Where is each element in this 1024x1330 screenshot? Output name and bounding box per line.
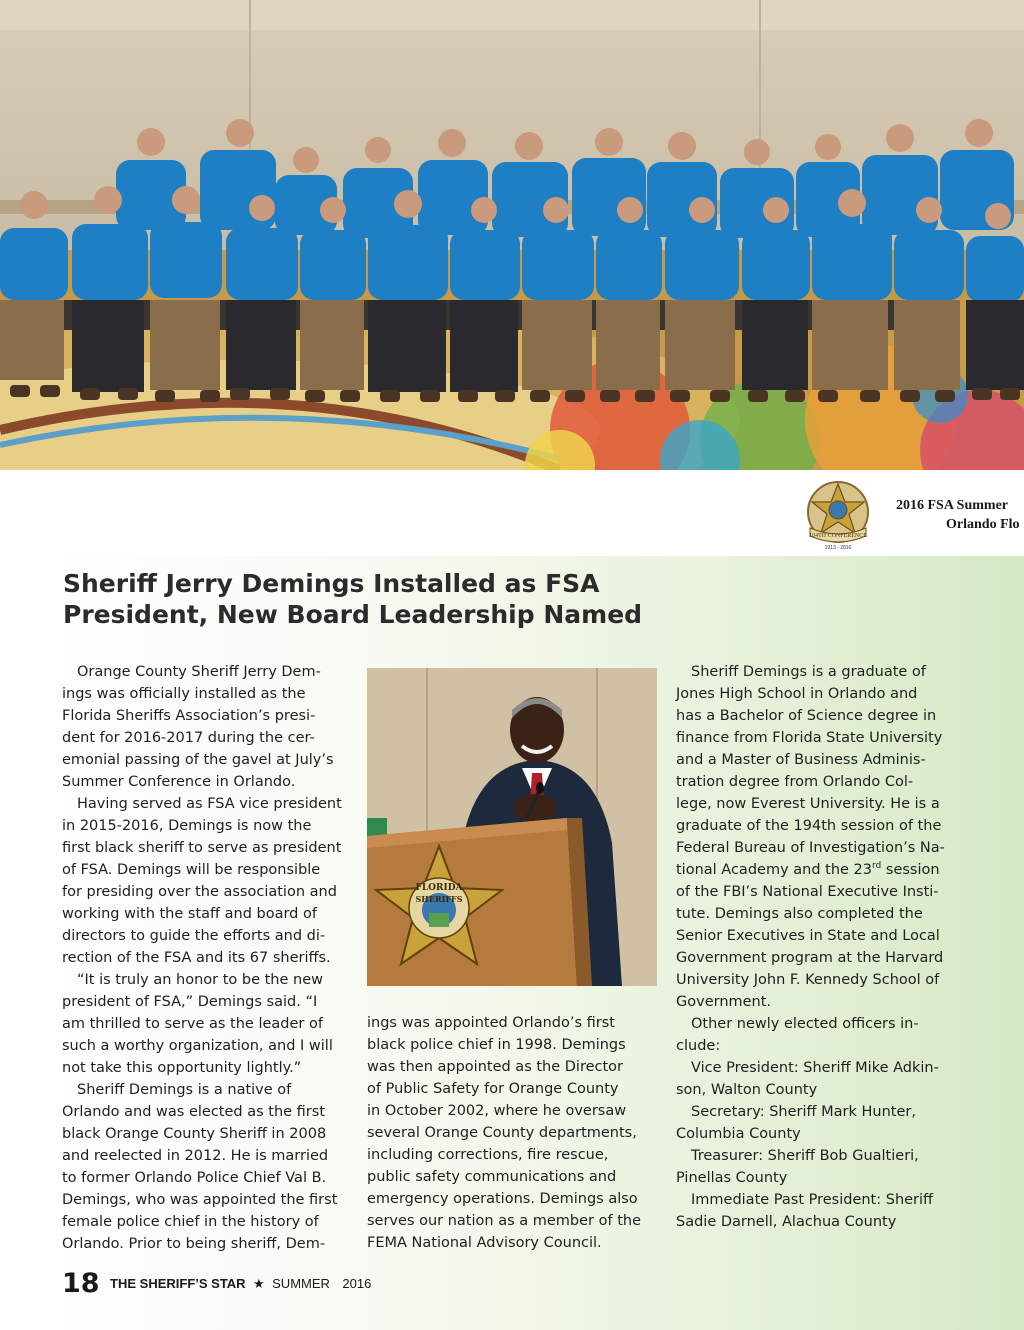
seal-text-top: 104TH CONFERENCE — [809, 533, 867, 539]
body-line: of FSA. Demings will be responsible — [62, 862, 321, 878]
issue-season: SUMMER — [272, 1276, 330, 1291]
body-line: Other newly elected officers in- — [691, 1016, 919, 1032]
body-line: to former Orlando Police Chief Val B. — [62, 1170, 327, 1186]
body-line: finance from Florida State University — [676, 730, 943, 746]
body-line: of Public Safety for Orange County — [367, 1081, 619, 1097]
body-line: black Orange County Sheriff in 2008 — [62, 1126, 327, 1142]
body-line: president of FSA,” Demings said. “I — [62, 994, 318, 1010]
body-line: directors to guide the efforts and di- — [62, 928, 326, 944]
article-headline — [63, 568, 663, 630]
headline-line-1: Sheriff Jerry Demings Installed as FSA — [63, 569, 600, 598]
body-line: Demings, who was appointed the first — [62, 1192, 338, 1208]
body-line: was then appointed as the Director — [367, 1059, 624, 1075]
body-line-part: session — [881, 862, 940, 878]
body-line: Senior Executives in State and Local — [676, 928, 940, 944]
body-line: ings was appointed Orlando’s first — [367, 1015, 615, 1031]
body-line: Government program at the Harvard — [676, 950, 944, 966]
officer-treasurer: Treasurer: Sheriff Bob Gualtieri, — [691, 1148, 919, 1164]
body-line: Jones High School in Orlando and — [676, 686, 918, 702]
body-line: University John F. Kennedy School of — [676, 972, 940, 988]
body-line: lege, now Everest University. He is a — [676, 796, 940, 812]
body-line: Florida Sheriffs Association’s presi- — [62, 708, 316, 724]
group-photo — [0, 0, 1024, 470]
officer-past-president-county: Sadie Darnell, Alachua County — [676, 1214, 897, 1230]
article-column-1 — [62, 661, 357, 1255]
podium-photo — [367, 668, 657, 986]
body-line: of the FBI’s National Executive Insti- — [676, 884, 939, 900]
body-line: public safety communications and — [367, 1169, 617, 1185]
body-line: black police chief in 1998. Demings — [367, 1037, 626, 1053]
group-photo-illustration — [0, 0, 1024, 470]
body-line: Sheriff Demings is a graduate of — [691, 664, 926, 680]
body-line: in October 2002, where he oversaw — [367, 1103, 627, 1119]
officer-vice-president-county: son, Walton County — [676, 1082, 818, 1098]
body-line: such a worthy organization, and I will — [62, 1038, 333, 1054]
issue-year: 2016 — [342, 1276, 372, 1291]
officer-treasurer-county: Pinellas County — [676, 1170, 788, 1186]
body-line: has a Bachelor of Science degree in — [676, 708, 937, 724]
podium-photo-illustration — [367, 668, 657, 986]
body-line: FEMA National Advisory Council. — [367, 1235, 602, 1251]
page-number: 18 — [62, 1268, 100, 1299]
article-column-3 — [676, 661, 966, 1233]
officer-secretary-county: Columbia County — [676, 1126, 801, 1142]
body-line: Federal Bureau of Investigation’s Na- — [676, 840, 945, 856]
ordinal-superscript: rd — [872, 861, 882, 872]
officer-secretary: Secretary: Sheriff Mark Hunter, — [691, 1104, 916, 1120]
body-line: Orlando. Prior to being sheriff, Dem- — [62, 1236, 326, 1252]
body-line: Sheriff Demings is a native of — [77, 1082, 292, 1098]
body-line: not take this opportunity lightly.” — [62, 1060, 302, 1076]
banner-title-line-1: 2016 FSA Summer — [896, 498, 1008, 513]
body-line: Orlando and was elected as the first — [62, 1104, 326, 1120]
body-line: working with the staff and board of — [62, 906, 317, 922]
body-line: first black sheriff to serve as president — [62, 840, 342, 856]
podium-seal-word-2: SHERIFFS — [415, 894, 463, 904]
body-line: emergency operations. Demings also — [367, 1191, 638, 1207]
seal-text-bottom: 1913 - 2016 — [824, 545, 852, 551]
banner-title-line-2: Orlando Flo — [946, 517, 1020, 532]
podium-seal-word-1: FLORIDA — [415, 883, 463, 893]
body-line: “It is truly an honor to be the new — [77, 972, 323, 988]
body-line: Summer Conference in Orlando. — [62, 774, 296, 790]
body-line: several Orange County departments, — [367, 1125, 637, 1141]
body-line: emonial passing of the gavel at July’s — [62, 752, 334, 768]
page-footer — [62, 1268, 371, 1302]
body-line: tute. Demings also completed the — [676, 906, 923, 922]
body-line: dent for 2016-2017 during the cer- — [62, 730, 315, 746]
body-line: ings was officially installed as the — [62, 686, 306, 702]
star-icon: ★ — [253, 1275, 265, 1291]
body-line: and reelected in 2012. He is married — [62, 1148, 329, 1164]
body-line: in 2015-2016, Demings is now the — [62, 818, 312, 834]
publication-name: THE SHERIFF’S STAR — [110, 1276, 246, 1291]
body-line: serves our nation as a member of the — [367, 1213, 641, 1229]
article-column-2 — [367, 1012, 659, 1254]
body-line: Having served as FSA vice president — [77, 796, 342, 812]
body-line: Orange County Sheriff Jerry Dem- — [77, 664, 321, 680]
officer-past-president: Immediate Past President: Sheriff — [691, 1192, 934, 1208]
body-line: tration degree from Orlando Col- — [676, 774, 914, 790]
body-line: for presiding over the association and — [62, 884, 337, 900]
body-line: and a Master of Business Adminis- — [676, 752, 926, 768]
body-line: female police chief in the history of — [62, 1214, 319, 1230]
body-line: rection of the FSA and its 67 sheriffs. — [62, 950, 331, 966]
body-line — [676, 859, 966, 881]
body-line-part: tional Academy and the 23 — [676, 862, 873, 878]
body-line: including corrections, fire rescue, — [367, 1147, 609, 1163]
fsa-conference-seal-icon — [800, 476, 876, 552]
body-line: am thrilled to serve as the leader of — [62, 1016, 323, 1032]
headline-line-2: President, New Board Leadership Named — [63, 600, 643, 629]
body-line: clude: — [676, 1038, 721, 1054]
body-line: graduate of the 194th session of the — [676, 818, 942, 834]
officer-vice-president: Vice President: Sheriff Mike Adkin- — [691, 1060, 939, 1076]
body-line: Government. — [676, 994, 772, 1010]
